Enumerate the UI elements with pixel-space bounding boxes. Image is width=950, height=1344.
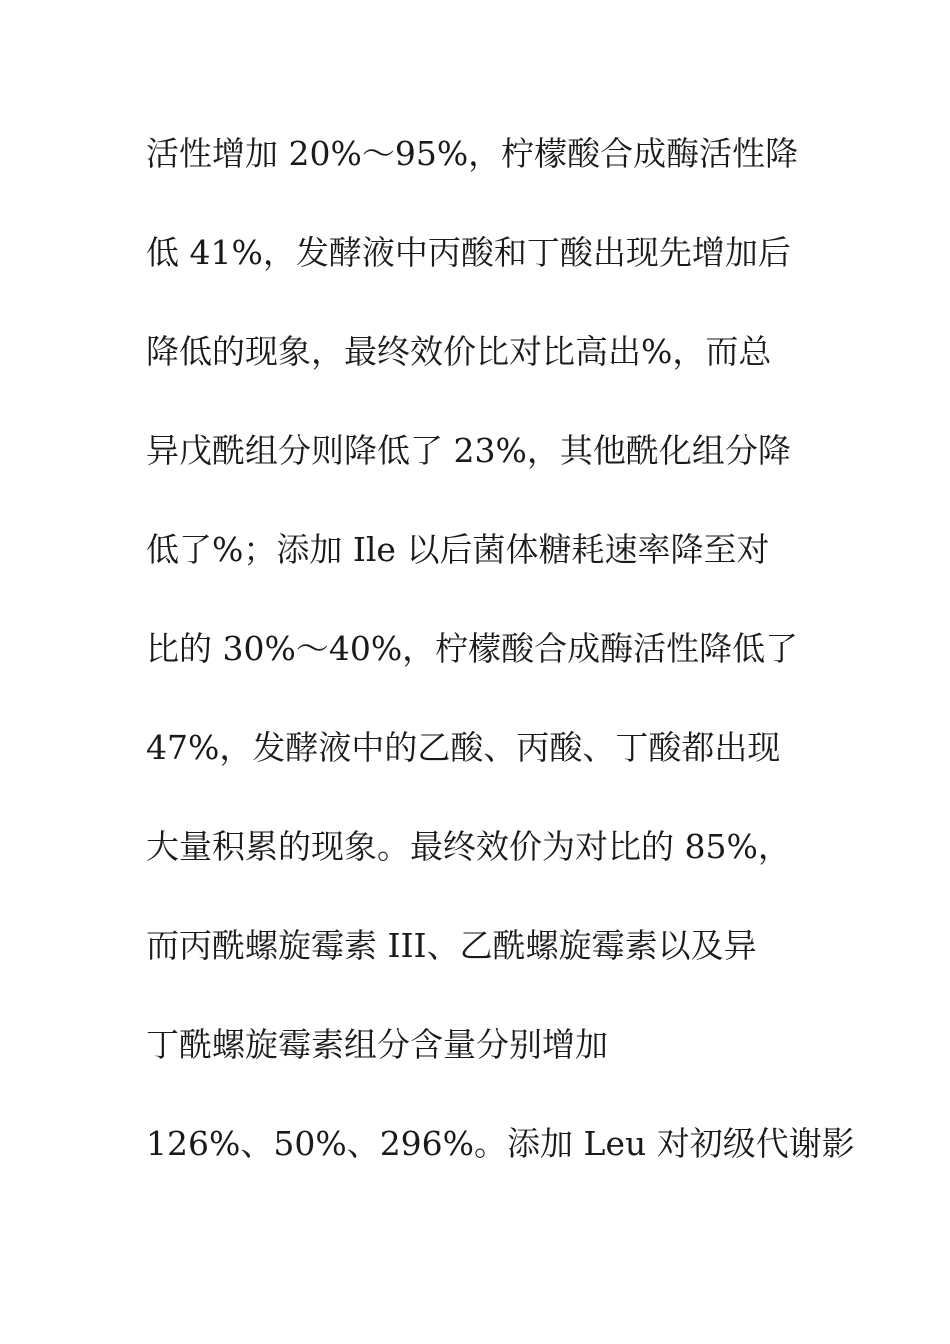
text-line: 丁酰螺旋霉素组分含量分别增加 [146,1025,608,1064]
body-text [146,128,855,1217]
text-line: 大量积累的现象。最终效价为对比的 85%， [146,827,791,866]
text-line: 活性增加 20%～95%，柠檬酸合成酶活性降 [146,134,799,173]
text-line: 47%，发酵液中的乙酸、丙酸、丁酸都出现 [146,728,781,767]
text-line: 126%、50%、296%。添加 Leu 对初级代谢影 [146,1124,855,1163]
text-line: 低了%；添加 Ile 以后菌体糖耗速率降至对 [146,530,770,569]
text-line: 低 41%，发酵液中丙酸和丁酸出现先增加后 [146,233,791,272]
text-line: 异戊酰组分则降低了 23%，其他酰化组分降 [146,431,791,470]
text-line: 比的 30%～40%，柠檬酸合成酶活性降低了 [146,629,799,668]
text-line: 降低的现象，最终效价比对比高出%，而总 [146,332,772,371]
text-line: 而丙酰螺旋霉素 III、乙酰螺旋霉素以及异 [146,926,757,965]
